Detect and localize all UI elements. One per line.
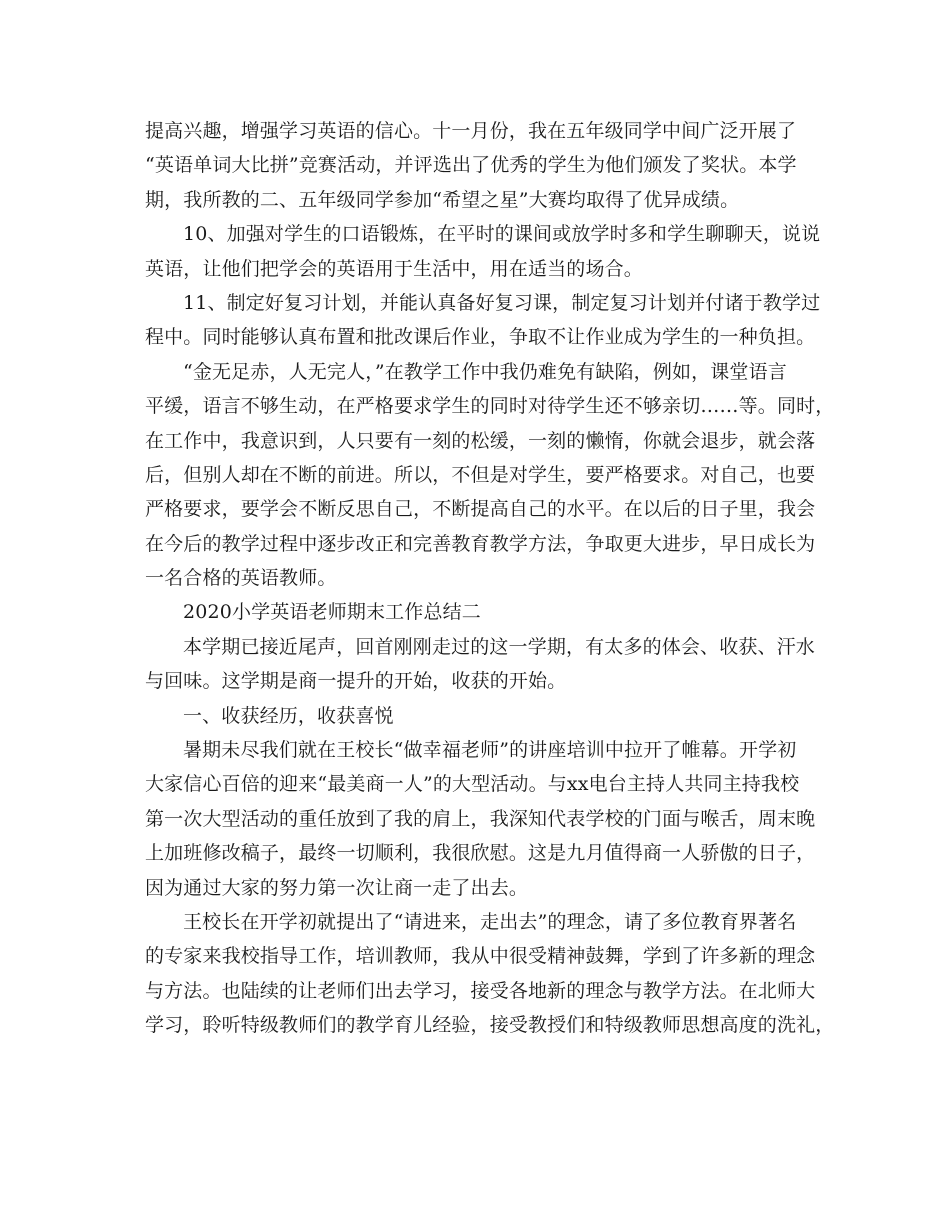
text-line: 大家信心百倍的迎来“最美商一人”的大型活动。与xx电台主持人共同主持我校 (145, 773, 800, 796)
text-line: 一名合格的英语教师。 (145, 567, 337, 590)
text-line: 在今后的教学过程中逐步改正和完善教育教学方法，争取更大进步，早日成长为 (145, 532, 816, 555)
text-line: 11、制定好复习计划，并能认真备好复习课，制定复习计划并付诸于教学过 (183, 291, 821, 314)
text-line: “英语单词大比拼”竞赛活动，并评选出了优秀的学生为他们颁发了奖状。本学 (145, 154, 797, 177)
text-line: 平缓，语言不够生动，在严格要求学生的同时对待学生还不够亲切……等。同时， (145, 395, 835, 418)
text-line: 王校长在开学初就提出了“请进来，走出去”的理念，请了多位教育界著名 (183, 910, 797, 933)
text-line: 本学期已接近尾声，回首刚刚走过的这一学期，有太多的体会、收获、汗水 (183, 635, 815, 658)
text-line: 的专家来我校指导工作，培训教师，我从中很受精神鼓舞，学到了许多新的理念 (145, 945, 816, 968)
text-line: 英语，让他们把学会的英语用于生活中，用在适当的场合。 (145, 257, 643, 280)
text-line: 程中。同时能够认真布置和批改课后作业，争取不让作业成为学生的一种负担。 (145, 326, 816, 349)
text-line: 10、加强对学生的口语锻炼，在平时的课间或放学时多和学生聊聊天，说说 (183, 223, 821, 246)
section-title: 2020小学英语老师期末工作总结二 (183, 601, 481, 624)
text-line: 提高兴趣，增强学习英语的信心。十一月份，我在五年级同学中间广泛开展了 (145, 120, 797, 142)
text-line: 后，但别人却在不断的前进。所以，不但是对学生，要严格要求。对自己，也要 (145, 463, 816, 486)
text-line: 学习，聆听特级教师们的教学育儿经验，接受教授们和特级教师思想高度的洗礼， (145, 1014, 835, 1037)
text-line: 在工作中，我意识到，人只要有一刻的松缓，一刻的懒惰，你就会退步，就会落 (145, 429, 816, 452)
text-line: 严格要求，要学会不断反思自己，不断提高自己的水平。在以后的日子里，我会 (145, 498, 816, 521)
text-line: 与方法。也陆续的让老师们出去学习，接受各地新的理念与教学方法。在北师大 (145, 979, 816, 1002)
text-line: 第一次大型活动的重任放到了我的肩上，我深知代表学校的门面与喉舌，周末晚 (145, 807, 816, 830)
text-line: 因为通过大家的努力第一次让商一走了出去。 (145, 876, 529, 899)
text-line: 上加班修改稿子，最终一切顺利，我很欣慰。这是九月值得商一人骄傲的日子， (145, 842, 816, 865)
document-body (145, 114, 835, 1043)
text-line: 暑期未尽我们就在王校长“做幸福老师”的讲座培训中拉开了帷幕。开学初 (183, 739, 797, 762)
section-heading: 一、收获经历，收获喜悦 (183, 704, 394, 727)
text-line: 期，我所教的二、五年级同学参加“希望之星”大赛均取得了优异成绩。 (145, 188, 740, 211)
text-line: “金无足赤，人无完人，”在教学工作中我仍难免有缺陷，例如，课堂语言 (183, 360, 787, 383)
text-line: 与回味。这学期是商一提升的开始，收获的开始。 (145, 670, 567, 693)
